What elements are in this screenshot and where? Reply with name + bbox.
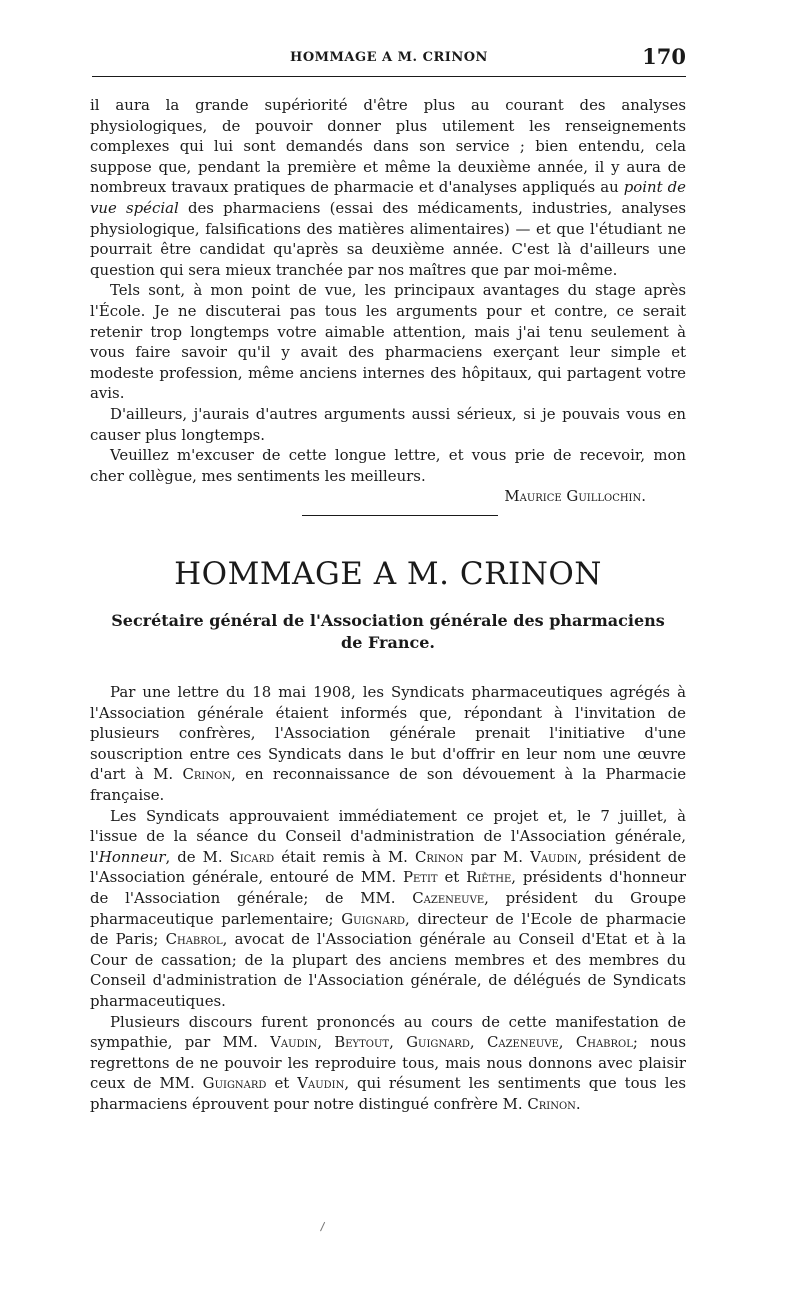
letter-paragraph-1: il aura la grande supériorité d'être plus au courant des analyses physiologiques, de pouvoir donner plus utilement les renseignements complexes qui lui sont demandés dans son service ; bien entendu, cela suppose que, pendant la première et même la deuxième année, il y aura de nombreux travaux pratiques de pharmacie et d'analyses appliqués au point de vue spécial des pharmaciens (essai des médicaments, industries, analyses physiologique, falsifications des matières alimentaires) — et que l'étudiant ne pourrait être candidat qu'après sa deuxième année. C'est là d'ailleurs une question qui sera mieux tranchée par nos maîtres que par moi-même. — [90, 96, 687, 279]
letter-paragraph-4: Veuillez m'excuser de cette longue lettre, et vous prie de recevoir, mon cher collègue, mes sentiments les meilleurs. — [90, 446, 686, 485]
letter-text — [90, 95, 686, 507]
article-paragraph-3: Plusieurs discours furent prononcés au cours de cette manifestation de sympathie, par MM. Vaudin, Beytout, Guignard, Cazeneuve, Chabrol; nous regrettons de ne pouvoir les reproduire tous, mais nous donnons avec plaisir ceux de MM. Guignard et Vaudin, qui résument les sentiments que tous les pharmaciens éprouvent pour notre distingué confrère M. Crinon. — [90, 1012, 687, 1113]
page-number: 170 — [642, 44, 686, 69]
article-paragraph-1: Par une lettre du 18 mai 1908, les Syndicats pharmaceutiques agrégés à l'Association générale étaient informés que, répondant à l'invitation de plusieurs confrères, l'Association générale prenait l'initiative d'une souscription entre ces Syndicats dans le but d'offrir en leur nom une œuvre d'art à M. Crinon, en reconnaissance de son dévouement à la Pharmacie française. — [90, 683, 687, 804]
article-title: HOMMAGE A M. CRINON — [174, 556, 602, 592]
stray-mark — [320, 1222, 327, 1232]
article-text — [90, 682, 686, 1114]
running-title: HOMMAGE A M. CRINON — [290, 50, 488, 65]
article-paragraph-2: Les Syndicats approuvaient immédiatement ce projet et, le 7 juillet, à l'issue de la séance du Conseil d'administration de l'Association générale, l'Honneur, de M. Sicard était remis à M. Crinon par M. Vaudin, président de l'Association générale, entouré de MM. Petit et Riêthe, présidents d'honneur de l'Association générale; de MM. Cazeneuve, président du Groupe pharmaceutique parlementaire; Guignard, directeur de l'Ecole de pharmacie de Paris; Chabrol, avocat de l'Association générale au Conseil d'Etat et à la Cour de cassation; de la plupart des anciens membres et des membres du Conseil d'administration de l'Association générale, de délégués de Syndicats pharmaceutiques. — [90, 806, 687, 1010]
letter-paragraph-2: Tels sont, à mon point de vue, les principaux avantages du stage après l'École. Je ne discuterai pas tous les arguments pour et contre, ce serait retenir trop longtemps votre aimable attention, mais j'ai tenu seulement à vous faire savoir qu'il y avait des pharmaciens exerçant leur simple et modeste profession, même anciens internes des hôpitaux, qui partagent votre avis. — [90, 281, 686, 403]
section-divider — [302, 515, 498, 516]
article-subtitle: Secrétaire général de l'Association générale des pharmaciens de France. — [111, 611, 665, 652]
header-rule — [92, 76, 686, 77]
letter-paragraph-3: D'ailleurs, j'aurais d'autres arguments aussi sérieux, si je pouvais vous en causer plus longtemps. — [90, 404, 686, 444]
running-head — [92, 44, 686, 76]
signature: Maurice Guillochin. — [504, 487, 646, 506]
